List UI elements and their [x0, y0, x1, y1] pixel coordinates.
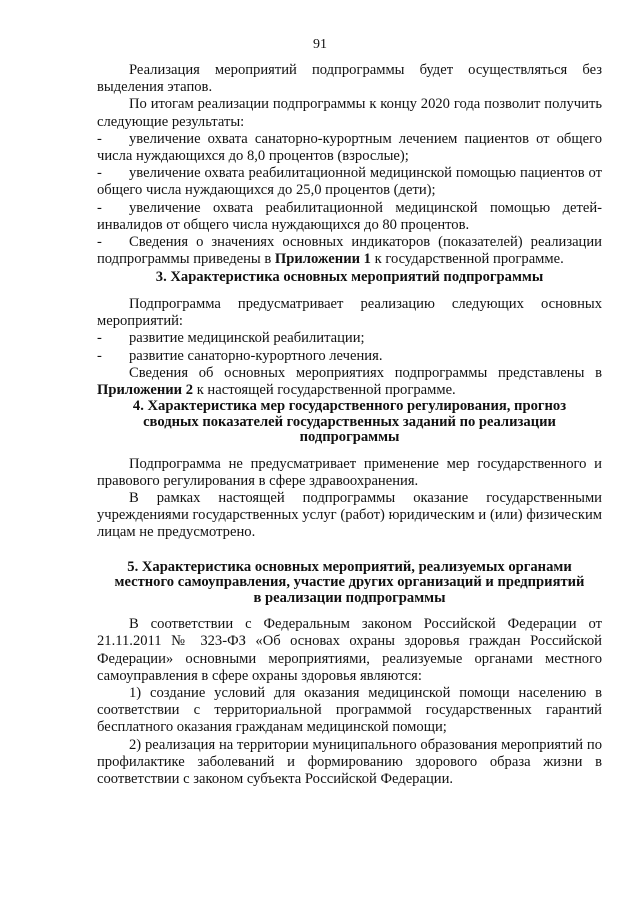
bullet-text: Сведения о значениях основных индикаторов (показателей) реализации подпрограммы приведены в [97, 234, 602, 268]
bullet-text: развитие медицинской реабилитации; [129, 330, 365, 347]
bullet-text: увеличение охвата реабилитационной медицинской помощью детей-инвалидов от общего числа нуждающихся до 80 процентов. [97, 199, 602, 233]
paragraph: В соответствии с Федеральным законом Российской Федерации от 21.11.2011 № 323-ФЗ «Об основах охраны здоровья граждан Российской Федерации» основными мероприятиями, реализуемые органами местного самоуправления в сфере охраны здоровья являются: [97, 616, 602, 684]
bullet-mark: - [97, 330, 102, 347]
bullet-text: увеличение охвата санаторно-курортным лечением пациентов от общего числа нуждающихся до 8,0 процентов (взрослые); [97, 130, 602, 165]
bullet-item [97, 348, 602, 365]
paragraph: Сведения об основных мероприятиях подпрограммы представлены в Приложении 2 к настоящей государственной программе. [97, 364, 602, 398]
bullet-mark: - [97, 347, 102, 364]
appendix-reference: Приложении 2 [97, 381, 194, 398]
paragraph: Реализация мероприятий подпрограммы будет осуществляться без выделения этапов. [97, 62, 602, 96]
bullet-item [97, 200, 602, 234]
bullet-mark: - [97, 234, 102, 251]
section-heading: 4. Характеристика мер государственного регулирования, прогноз сводных показателей государственных заданий по реализации подпрограммы [132, 398, 567, 446]
section-heading: 5. Характеристика основных мероприятий, реализуемых органами местного самоуправления, участие других организаций и предприятий в реализации подпрограммы [114, 558, 585, 606]
paragraph: Подпрограмма предусматривает реализацию следующих основных мероприятий: [97, 295, 602, 330]
paragraph: 2) реализация на территории муниципального образования мероприятий по профилактике заболеваний и формированию здорового образа жизни в соответствии с законом субъекта Российской Федерации. [97, 736, 602, 787]
bullet-mark: - [97, 130, 102, 147]
document-body [97, 62, 602, 788]
bullet-item [97, 330, 602, 347]
bullet-text: к государственной программе. [370, 251, 564, 268]
bullet-mark: - [97, 165, 102, 182]
bullet-mark: - [97, 199, 102, 216]
paragraph: В рамках настоящей подпрограммы оказание государственными учреждениями государственных услуг (работ) юридическим и (или) физическим лицам не предусмотрено. [97, 490, 602, 541]
page-number: 91 [313, 37, 327, 52]
section-heading: 3. Характеристика основных мероприятий подпрограммы [155, 269, 544, 286]
bullet-text: развитие санаторно-курортного лечения. [129, 347, 383, 364]
appendix-reference: Приложении 1 [274, 251, 371, 268]
bullet-item [97, 131, 602, 165]
bullet-item [97, 234, 602, 268]
bullet-text: увеличение охвата реабилитационной медицинской помощью пациентов от общего числа нуждающихся до 25,0 процентов (дети); [97, 165, 602, 199]
paragraph: 1) создание условий для оказания медицинской помощи населению в соответствии с территориальной программой государственных гарантий бесплатного оказания гражданам медицинской помощи; [97, 684, 602, 736]
paragraph: Подпрограмма не предусматривает применение мер государственного и правового регулирования в сфере здравоохранения. [97, 455, 602, 489]
paragraph: По итогам реализации подпрограммы к концу 2020 года позволит получить следующие результаты: [97, 96, 602, 130]
bullet-item [97, 165, 602, 199]
